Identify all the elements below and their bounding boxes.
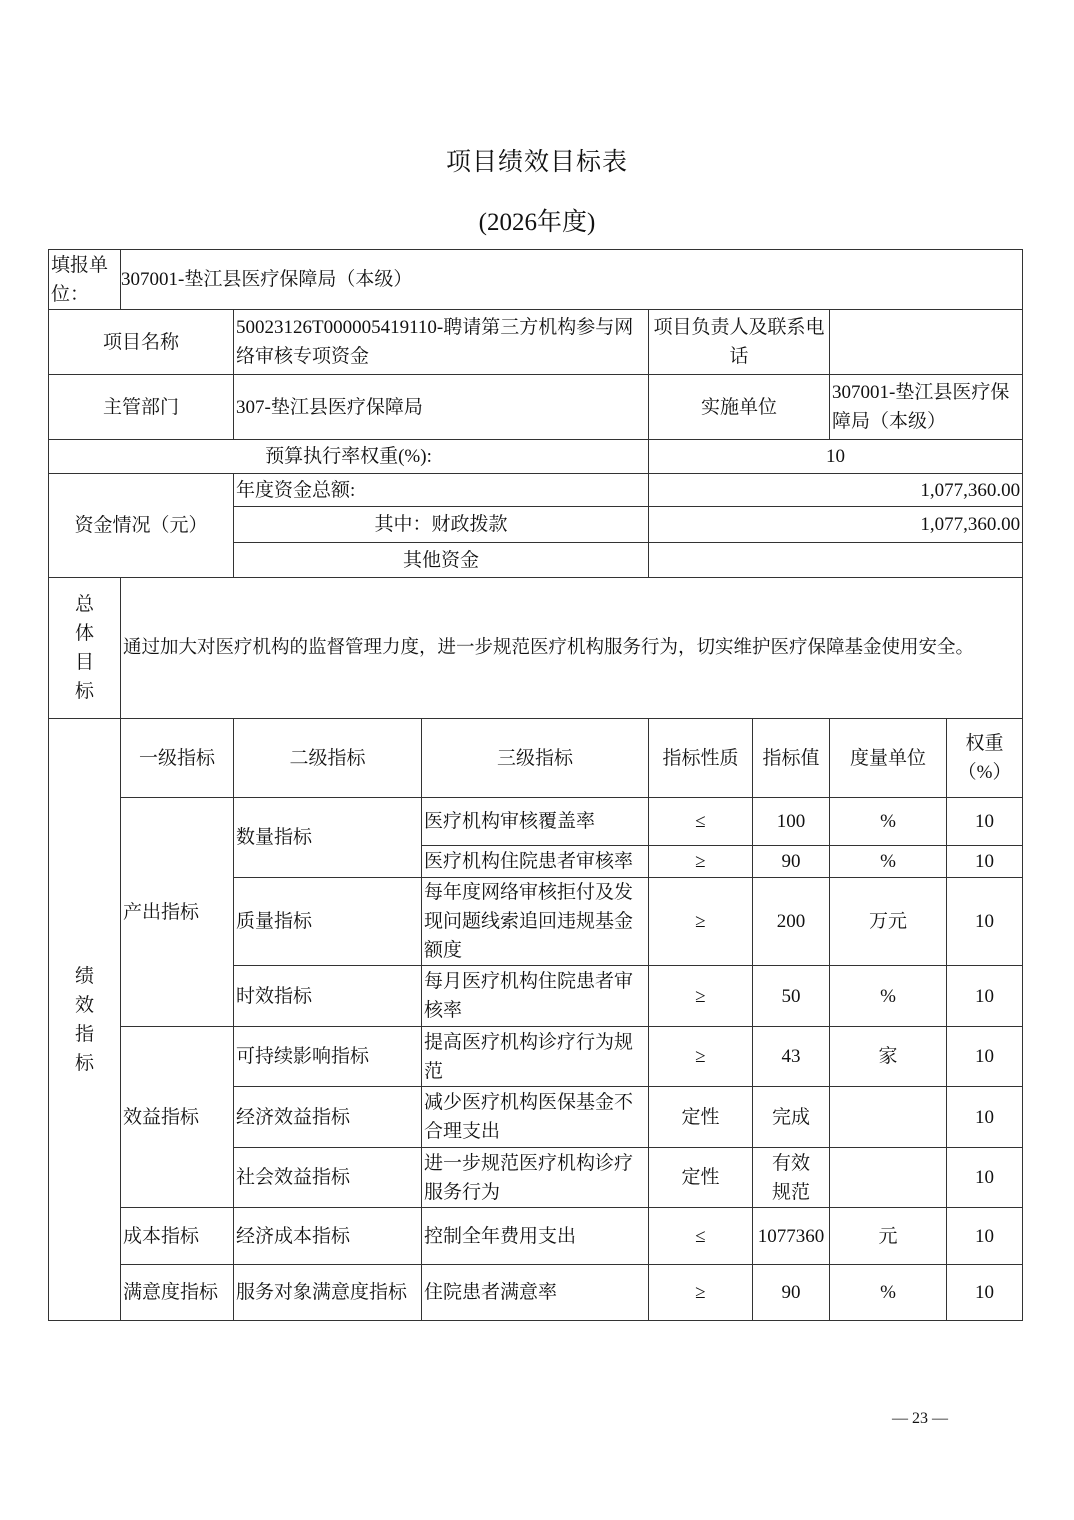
- implementing-unit-label: 实施单位: [649, 375, 830, 440]
- funds-total-value: 1,077,360.00: [649, 474, 1023, 507]
- table-row: [49, 1027, 1023, 1087]
- table-row: [49, 1265, 1023, 1321]
- indicators-label-char: 指: [74, 1023, 94, 1045]
- unit-cell: 元: [830, 1208, 947, 1265]
- level3-cell: 每月医疗机构住院患者审核率: [422, 966, 649, 1027]
- goal-label-char: 目: [74, 652, 94, 673]
- group-satisfaction: 满意度指标: [121, 1265, 234, 1321]
- nature-cell: ≥: [649, 1027, 753, 1087]
- funds-fiscal-value: 1,077,360.00: [649, 507, 1023, 543]
- weight-cell: 10: [947, 1265, 1023, 1321]
- weight-cell: 10: [947, 1087, 1023, 1148]
- funds-label: 资金情况（元）: [49, 474, 234, 578]
- page-number: — 23 —: [892, 1410, 948, 1427]
- level3-cell: 进一步规范医疗机构诊疗服务行为: [422, 1148, 649, 1208]
- subgroup-service-sat: 服务对象满意度指标: [234, 1265, 422, 1321]
- funds-total-label: 年度资金总额:: [234, 474, 649, 507]
- project-name-label: 项目名称: [49, 310, 234, 375]
- group-benefit: 效益指标: [121, 1027, 234, 1208]
- subgroup-sustainable: 可持续影响指标: [234, 1027, 422, 1087]
- implementing-unit-value: 307001-垫江县医疗保障局（本级）: [830, 375, 1023, 440]
- weight-cell: 10: [947, 1148, 1023, 1208]
- nature-cell: ≤: [649, 1208, 753, 1265]
- unit-cell: %: [830, 846, 947, 878]
- nature-cell: 定性: [649, 1087, 753, 1148]
- funds-fiscal-label: 其中：财政拨款: [234, 507, 649, 543]
- col-header-value: 指标值: [753, 719, 830, 798]
- unit-cell: 万元: [830, 878, 947, 966]
- weight-cell: 10: [947, 846, 1023, 878]
- col-header-level3: 三级指标: [422, 719, 649, 798]
- subgroup-social: 社会效益指标: [234, 1148, 422, 1208]
- budget-weight-value: 10: [649, 440, 1023, 474]
- col-header-nature: 指标性质: [649, 719, 753, 798]
- subgroup-economic: 经济效益指标: [234, 1087, 422, 1148]
- value-cell: 100: [753, 798, 830, 846]
- project-name-value: 50023126T000005419110-聘请第三方机构参与网络审核专项资金: [234, 310, 649, 375]
- nature-cell: ≥: [649, 966, 753, 1027]
- unit-cell: [49, 250, 121, 310]
- table-row: [49, 798, 1023, 846]
- funds-total-row: [49, 474, 1023, 507]
- performance-table: [48, 249, 1023, 1321]
- value-cell: 90: [753, 1265, 830, 1321]
- value-cell: 43: [753, 1027, 830, 1087]
- goal-label: [49, 578, 121, 719]
- col-header-unit: 度量单位: [830, 719, 947, 798]
- budget-weight-row: [49, 440, 1023, 474]
- unit-cell: [830, 1148, 947, 1208]
- indicators-label-char: 标: [74, 1052, 94, 1074]
- level3-cell: 住院患者满意率: [422, 1265, 649, 1321]
- col-header-level2: 二级指标: [234, 719, 422, 798]
- unit-cell: %: [830, 798, 947, 846]
- project-leader-value: [830, 310, 1023, 375]
- value-cell: 200: [753, 878, 830, 966]
- group-output: 产出指标: [121, 798, 234, 1027]
- nature-cell: ≥: [649, 1265, 753, 1321]
- group-cost: 成本指标: [121, 1208, 234, 1265]
- unit-row: [49, 250, 1023, 310]
- unit-label: 填报单位：: [51, 254, 109, 305]
- value-cell: 有效规范: [753, 1148, 830, 1208]
- value-cell: 完成: [753, 1087, 830, 1148]
- unit-cell: [830, 1087, 947, 1148]
- project-leader-label: 项目负责人及联系电话: [649, 310, 830, 375]
- project-name-row: [49, 310, 1023, 375]
- funds-other-label: 其他资金: [234, 543, 649, 578]
- unit-cell: %: [830, 1265, 947, 1321]
- goal-row: [49, 578, 1023, 719]
- funds-other-value: [649, 543, 1023, 578]
- weight-cell: 10: [947, 878, 1023, 966]
- department-label: 主管部门: [49, 375, 234, 440]
- department-row: [49, 375, 1023, 440]
- level3-cell: 提高医疗机构诊疗行为规范: [422, 1027, 649, 1087]
- nature-cell: ≥: [649, 878, 753, 966]
- indicators-label-char: 绩: [74, 965, 94, 987]
- value-cell: 90: [753, 846, 830, 878]
- indicators-label-char: 效: [74, 994, 94, 1016]
- subgroup-cost-econ: 经济成本指标: [234, 1208, 422, 1265]
- budget-weight-label: 预算执行率权重(%):: [49, 440, 649, 474]
- goal-label-char: 体: [74, 623, 94, 644]
- col-header-weight: 权重（%）: [947, 719, 1023, 798]
- indicators-label: [49, 719, 121, 1321]
- subgroup-quality: 质量指标: [234, 878, 422, 966]
- level3-cell: 医疗机构审核覆盖率: [422, 798, 649, 846]
- nature-cell: 定性: [649, 1148, 753, 1208]
- department-value: 307-垫江县医疗保障局: [234, 375, 649, 440]
- unit-cell: 家: [830, 1027, 947, 1087]
- goal-text: 通过加大对医疗机构的监督管理力度，进一步规范医疗机构服务行为，切实维护医疗保障基金使用安全。: [121, 578, 1023, 719]
- value-cell: 1077360: [753, 1208, 830, 1265]
- level3-cell: 控制全年费用支出: [422, 1208, 649, 1265]
- subgroup-quantity: 数量指标: [234, 798, 422, 878]
- year-subtitle: (2026年度): [478, 209, 596, 236]
- subgroup-timeliness: 时效指标: [234, 966, 422, 1027]
- goal-label-char: 总: [74, 594, 94, 615]
- weight-cell: 10: [947, 1027, 1023, 1087]
- weight-cell: 10: [947, 798, 1023, 846]
- indicator-header-row: [49, 719, 1023, 798]
- goal-label-char: 标: [74, 681, 94, 702]
- value-cell: 50: [753, 966, 830, 1027]
- unit-value: 307001-垫江县医疗保障局（本级）: [121, 250, 1023, 310]
- level3-cell: 每年度网络审核拒付及发现问题线索追回违规基金额度: [422, 878, 649, 966]
- weight-cell: 10: [947, 1208, 1023, 1265]
- col-header-level1: 一级指标: [121, 719, 234, 798]
- nature-cell: ≥: [649, 846, 753, 878]
- nature-cell: ≤: [649, 798, 753, 846]
- level3-cell: 医疗机构住院患者审核率: [422, 846, 649, 878]
- level3-cell: 减少医疗机构医保基金不合理支出: [422, 1087, 649, 1148]
- weight-cell: 10: [947, 966, 1023, 1027]
- unit-cell: %: [830, 966, 947, 1027]
- page-title: 项目绩效目标表: [445, 149, 628, 176]
- table-row: [49, 1208, 1023, 1265]
